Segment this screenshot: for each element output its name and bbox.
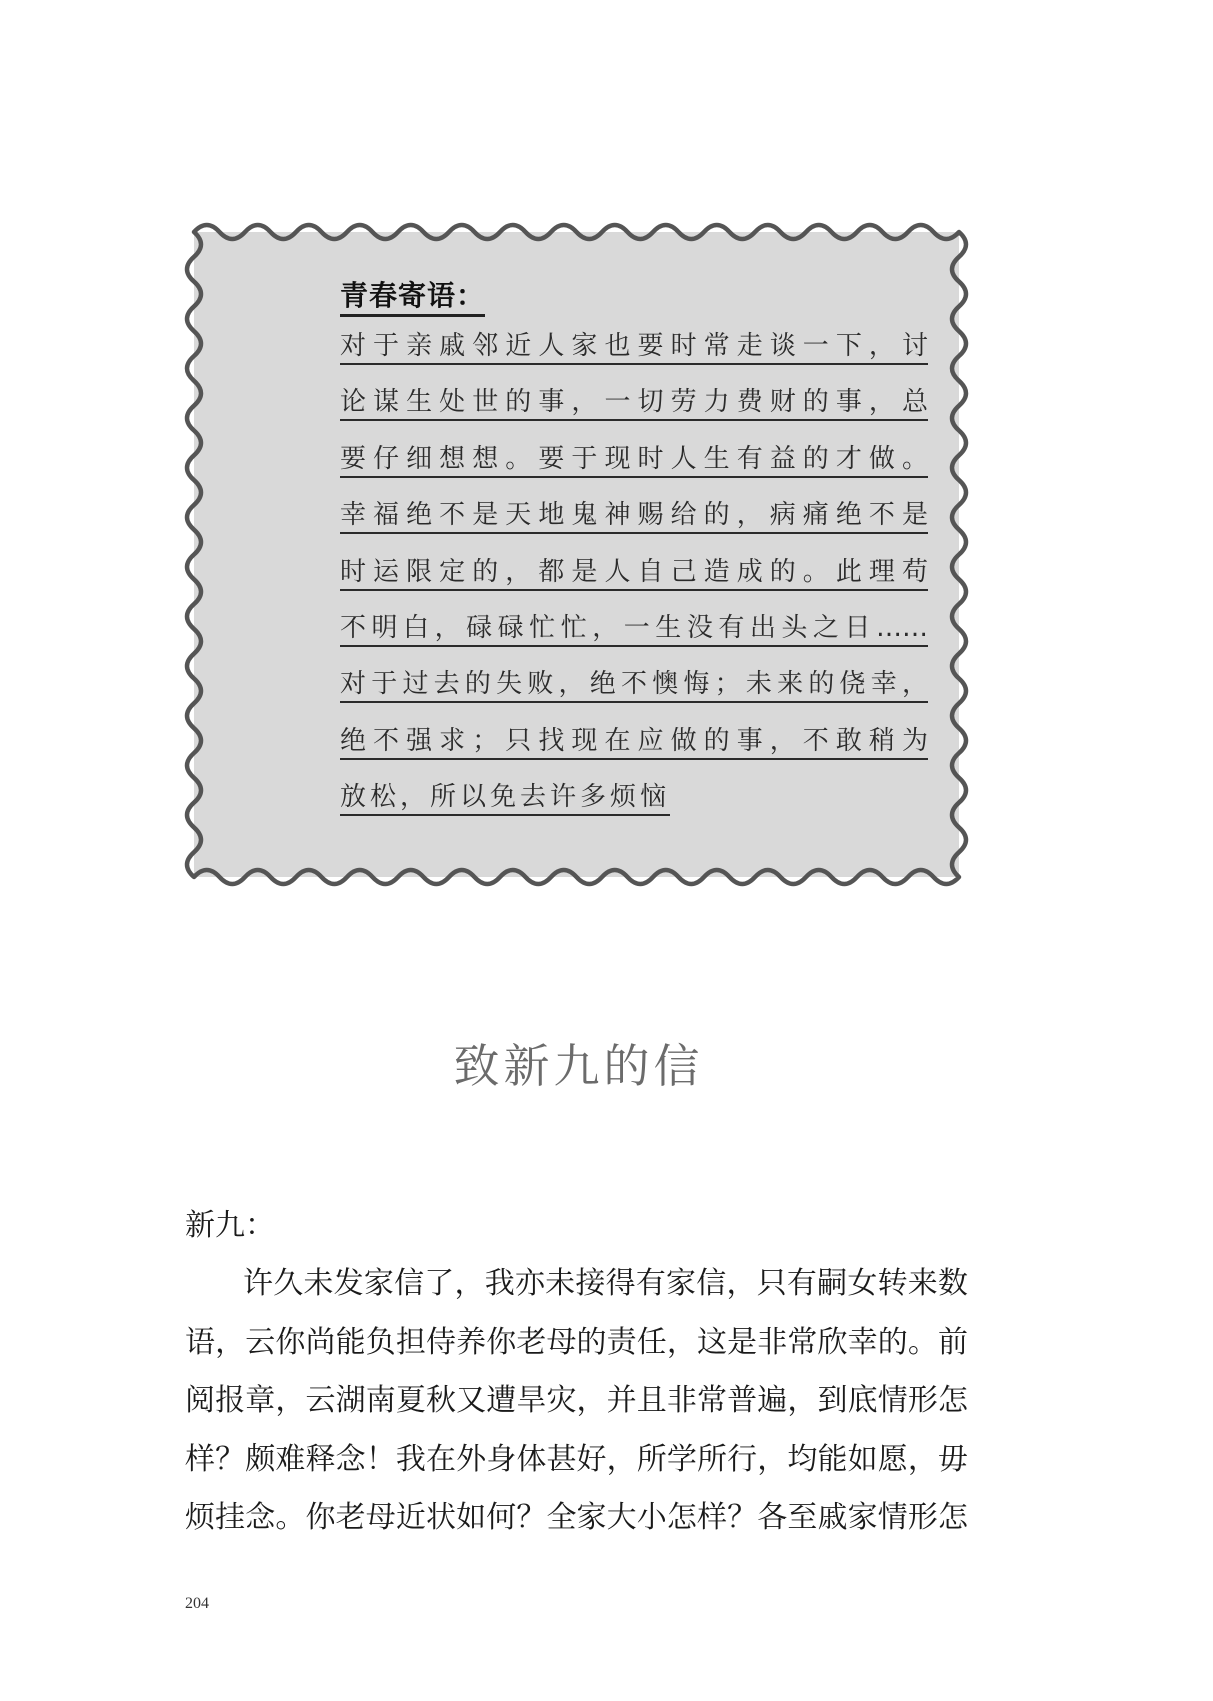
quote-line-row [340, 545, 932, 601]
quote-line-row [340, 657, 932, 713]
letter-body-line: 语，云你尚能负担侍养你老母的责任，这是非常欣幸的。前 [185, 1325, 968, 1359]
quote-line: 幸福绝不是天地鬼神赐给的，病痛绝不是 [340, 499, 928, 534]
letter-body-line: 样？颇难释念！我在外身体甚好，所学所行，均能如愿，毋 [185, 1442, 968, 1476]
quote-line: 绝不强求；只找现在应做的事，不敢稍为 [340, 725, 928, 760]
quote-line: 论谋生处世的事，一切劳力费财的事，总 [340, 386, 928, 421]
quote-line-row [340, 375, 932, 431]
quote-line: 对于亲戚邻近人家也要时常走谈一下，讨 [340, 330, 928, 365]
letter-salutation: 新九： [185, 1209, 275, 1242]
quote-line: 不明白，碌碌忙忙，一生没有出头之日…… [340, 612, 928, 647]
letter-body-line: 阅报章，云湖南夏秋又遭旱灾，并且非常普遍，到底情形怎 [185, 1384, 968, 1418]
quote-line-row [340, 601, 932, 657]
letter-body-line: 烦挂念。你老母近状如何？全家大小怎样？各至戚家情形怎 [185, 1501, 968, 1535]
quote-lines [340, 319, 932, 827]
quote-line-row [340, 714, 932, 770]
quote-heading: 青春寄语： [340, 278, 485, 317]
quote-line: 放松，所以免去许多烦恼 [340, 781, 670, 816]
quote-line-row [340, 488, 932, 544]
quote-line: 对于过去的失败，绝不懊悔；未来的侥幸， [340, 668, 928, 703]
quote-line-row [340, 319, 932, 375]
quote-line-row [340, 770, 932, 826]
quote-line: 时运限定的，都是人自己造成的。此理苟 [340, 556, 928, 591]
quote-line-row [340, 432, 932, 488]
letter-title: 致新九的信 [453, 1039, 704, 1093]
quote-line: 要仔细想想。要于现时人生有益的才做。 [340, 443, 928, 478]
letter-body [185, 1197, 968, 1547]
page-number: 204 [185, 1595, 209, 1612]
letter-body-line: 许久未发家信了，我亦未接得有家信，只有嗣女转来数 [243, 1267, 968, 1301]
